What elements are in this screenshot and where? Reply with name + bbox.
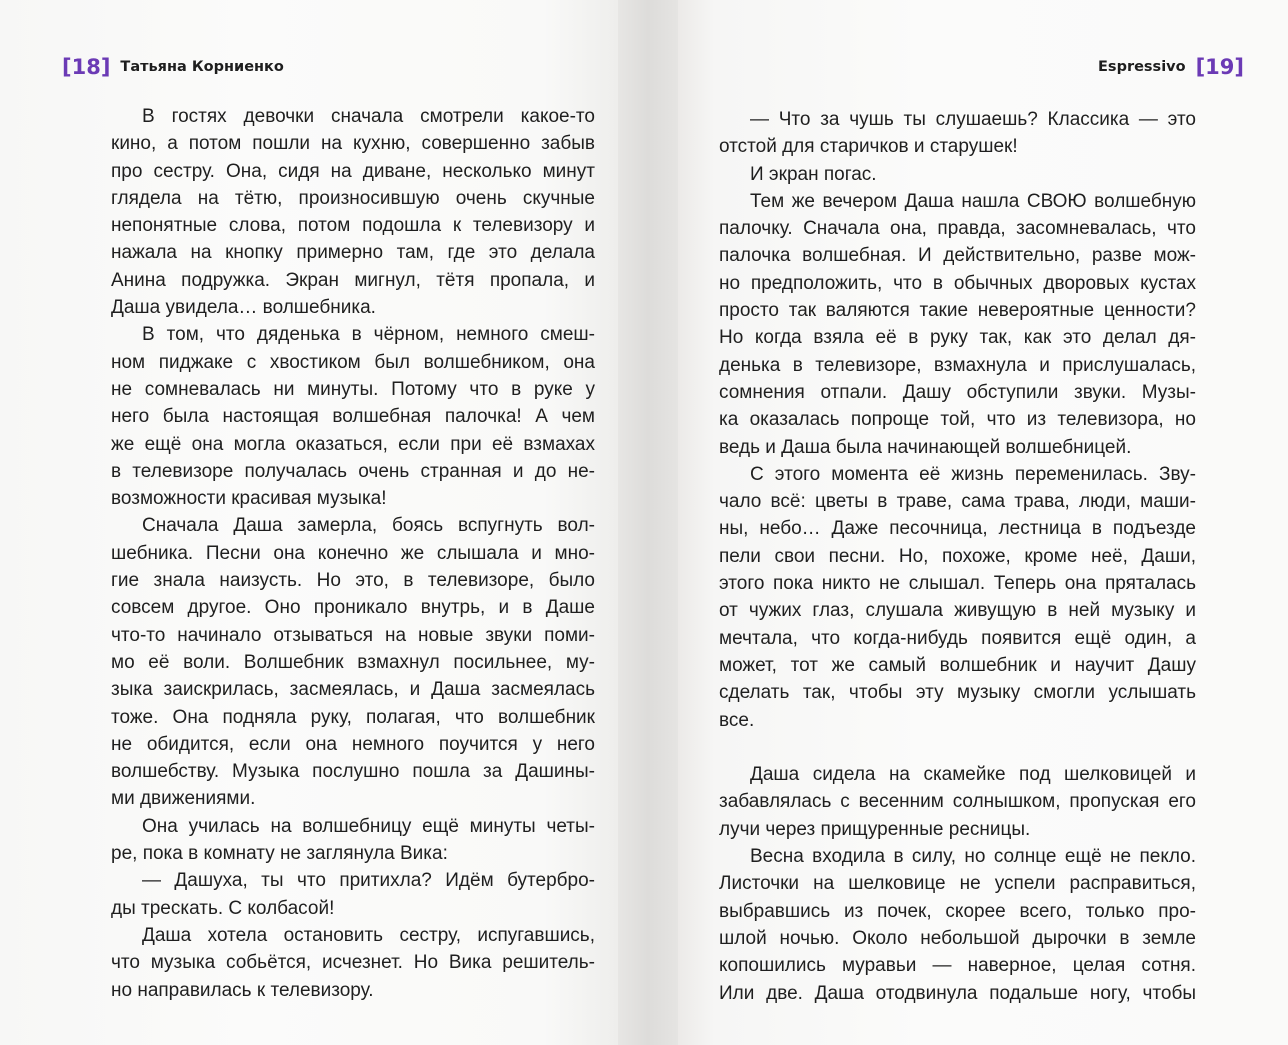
- text-line: все.: [719, 709, 755, 731]
- text-line: В том, что дяденька в чёрном, немного смеш-: [142, 324, 595, 346]
- text-line: пели свои песни. Но, похоже, кроме неё, Даши,: [719, 545, 1196, 567]
- text-line: отстой для старичков и старушек!: [719, 136, 1018, 158]
- text-line: в телевизоре получалась очень странная и до не-: [111, 460, 595, 482]
- text-line: шебника. Песни она конечно же слышала и мно-: [111, 542, 595, 564]
- text-line: но предположить, что в обычных дворовых кустах: [719, 272, 1196, 294]
- text-line: совсем другое. Оно проникало внутрь, и в Даше: [111, 597, 595, 619]
- text-line: забавлялась с весенним солнышком, пропуская его: [719, 791, 1196, 813]
- text-line: же ещё она могла оказаться, если при её взмахах: [111, 433, 595, 455]
- text-line: ды трескать. С колбасой!: [111, 897, 335, 919]
- text-line: палочка волшебная. И действительно, разве мож-: [719, 245, 1196, 267]
- text-line: шлой ночью. Около небольшой дырочки в земле: [719, 927, 1196, 949]
- text-line: зыка заискрилась, засмеялась, и Даша засмеялась: [111, 679, 595, 701]
- text-line: этого пока никто не слышал. Теперь она пряталась: [719, 573, 1196, 595]
- left-page-body-text: [111, 103, 595, 1004]
- text-line: копошились муравьи — наверное, целая сотня.: [719, 955, 1196, 977]
- right-page-body-text: [719, 106, 1196, 1007]
- text-line: что музыка собьётся, исчезнет. Но Вика решитель-: [111, 952, 595, 974]
- text-line: В гостях девочки сначала смотрели какое-то: [142, 106, 595, 127]
- text-line: от чужих глаз, слушала живущую в ней музыку и: [719, 600, 1196, 622]
- text-line: но направилась к телевизору.: [111, 979, 374, 1001]
- page-number-right: [19]: [1195, 55, 1244, 79]
- right-page-header: [1098, 52, 1244, 82]
- text-line: волшебству. Музыка послушно пошла за Дашины-: [111, 761, 595, 783]
- text-line: гие знала наизусть. Но это, в телевизоре, было: [111, 570, 595, 592]
- section-break: [719, 734, 1196, 761]
- text-line: Весна входила в силу, но солнце ещё не пекло.: [750, 846, 1196, 868]
- text-line: Она училась на волшебницу ещё минуты четы-: [142, 815, 595, 837]
- text-line: Или две. Даша отодвинула подальше ногу, чтобы: [719, 982, 1196, 1004]
- text-line: мо её воли. Волшебник взмахнул посильнее, му-: [111, 651, 595, 673]
- text-line: сомнения отпали. Дашу обступили звуки. Музы-: [719, 381, 1196, 403]
- text-line: — Дашуха, ты что притихла? Идём бутербро-: [142, 870, 595, 892]
- text-line: нажала на кнопку примерно там, где это делала: [111, 242, 595, 264]
- running-head-author: Татьяна Корниенко: [120, 59, 284, 75]
- text-line: мечтала, что когда-нибудь появится ещё один, а: [719, 627, 1196, 649]
- text-line: денька в телевизоре, взмахнула и прислушалась,: [719, 354, 1196, 376]
- text-line: Но когда взяла её в руку так, как это делал дя-: [719, 327, 1196, 349]
- left-page: [0, 0, 618, 1045]
- text-line: Даша увидела… волшебника.: [111, 297, 376, 319]
- book-gutter: [618, 0, 678, 1045]
- left-page-header: [62, 52, 284, 82]
- text-line: ка оказалась попроще той, что из телевизора, но: [719, 409, 1196, 431]
- text-line: ном пиджаке с хвостиком был волшебником, она: [111, 351, 595, 373]
- text-line: Анина подружка. Экран мигнул, тётя пропала, и: [111, 269, 595, 291]
- text-line: — Что за чушь ты слушаешь? Классика — это: [750, 109, 1196, 130]
- text-line: Тем же вечером Даша нашла СВОЮ волшебную: [750, 190, 1196, 212]
- running-head-title: Espressivo: [1098, 59, 1186, 75]
- text-line: него была настоящая волшебная палочка! А чем: [111, 406, 595, 428]
- text-line: ведь и Даша была начинающей волшебницей.: [719, 436, 1132, 458]
- text-line: что-то начинало отзываться на новые звуки поми-: [111, 624, 595, 646]
- text-line: С этого момента её жизнь переменилась. Зву-: [750, 463, 1196, 485]
- text-line: непонятные слова, потом подошла к телевизору и: [111, 215, 595, 237]
- text-line: Листочки на шелковице не успели расправиться,: [719, 873, 1196, 895]
- text-line: просто так валяются такие невероятные ценности?: [719, 300, 1196, 322]
- text-line: ре, пока в комнату не заглянула Вика:: [111, 843, 448, 865]
- text-line: тоже. Она подняла руку, полагая, что волшебник: [111, 706, 595, 728]
- text-line: Сначала Даша замерла, боясь вспугнуть вол-: [142, 515, 595, 537]
- text-line: не сомневалась ни минуты. Потому что в руке у: [111, 378, 595, 400]
- text-line: ны, небо… Даже песочница, лестница в подъезде: [719, 518, 1196, 540]
- text-line: может, тот же самый волшебник и научит Дашу: [719, 654, 1196, 676]
- text-line: И экран погас.: [750, 163, 877, 185]
- text-line: выбравшись из почек, скорее всего, только про-: [719, 900, 1196, 922]
- right-page: [678, 0, 1288, 1045]
- text-line: лучи через прищуренные ресницы.: [719, 818, 1031, 840]
- text-line: про сестру. Она, сидя на диване, несколько минут: [111, 160, 595, 182]
- text-line: возможности красивая музыка!: [111, 488, 387, 510]
- text-line: глядела на тётю, произносившую очень скучные: [111, 187, 595, 209]
- text-line: Даша сидела на скамейке под шелковицей и: [750, 764, 1196, 786]
- page-number-left: [18]: [62, 55, 111, 79]
- text-line: чало всё: цветы в траве, сама трава, люди, маши-: [719, 491, 1196, 513]
- text-line: сделать так, чтобы эту музыку смогли услышать: [719, 682, 1196, 704]
- text-line: Даша хотела остановить сестру, испугавшись,: [142, 924, 595, 946]
- text-line: ми движениями.: [111, 788, 256, 810]
- text-line: кино, а потом пошли на кухню, совершенно забыв: [111, 133, 595, 155]
- text-line: не обидится, если она немного поучится у него: [111, 733, 595, 755]
- text-line: палочку. Сначала она, правда, засомневалась, что: [719, 218, 1196, 240]
